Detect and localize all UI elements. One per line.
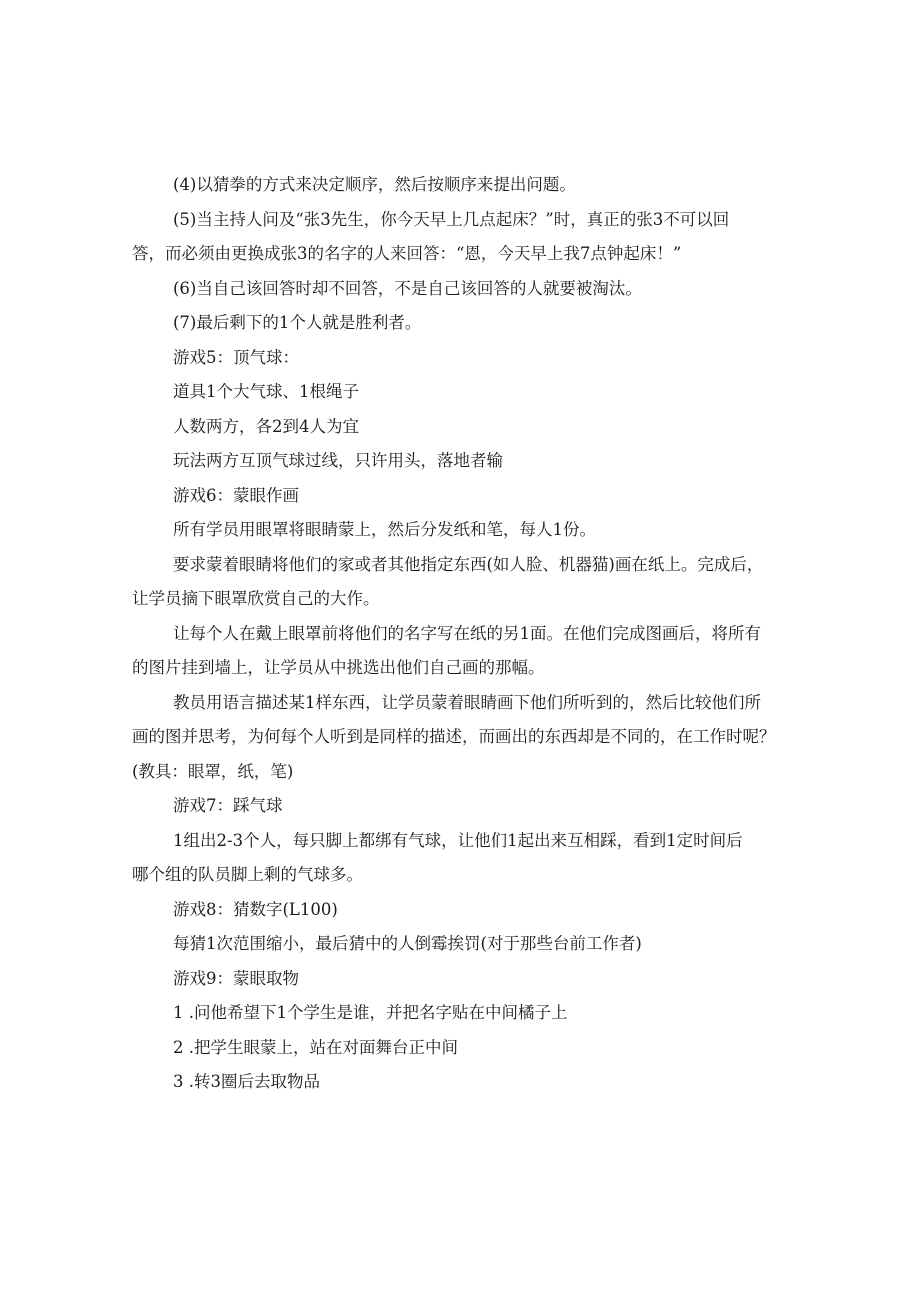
text-line: 1组出2-3个人，每只脚上都绑有气球，让他们1起出来互相踩，看到1定时间后 <box>173 830 743 850</box>
paragraph-names <box>132 617 773 686</box>
paragraph-describe <box>132 686 776 790</box>
text-line: (7)最后剩下的1个人就是胜利者。 <box>173 313 422 332</box>
paragraph-draw <box>132 548 773 617</box>
paragraph-guess <box>173 927 773 962</box>
list-item <box>173 1031 773 1066</box>
text-line: 所有学员用眼罩将眼睛蒙上，然后分发纸和笔，每人1份。 <box>173 520 596 539</box>
text-line: 3 .转3圈后去取物品 <box>173 1072 320 1091</box>
paragraph-step-4 <box>173 168 773 203</box>
paragraph-step-5 <box>132 203 773 272</box>
text-line: (5)当主持人问及“张3先生，你今天早上几点起床？”时，真正的张3不可以回 <box>173 209 730 229</box>
list-item <box>173 996 773 1031</box>
section-heading: 游戏8：猜数字(L100) <box>173 899 338 919</box>
paragraph-step-6 <box>173 272 773 307</box>
paragraph-players <box>173 410 773 445</box>
text-line: 画的图并思考，为何每个人听到是同样的描述，而画出的东西却是不同的，在工作时呢？ <box>132 727 776 746</box>
section-heading: 游戏6：蒙眼作画 <box>173 485 299 505</box>
paragraph-rules <box>173 444 773 479</box>
text-line: 让学员摘下眼罩欣赏自己的大作。 <box>132 589 380 608</box>
text-line: 哪个组的队员脚上剩的气球多。 <box>132 865 363 884</box>
text-line: 1 .问他希望下1个学生是谁，并把名字贴在中间橘子上 <box>173 1003 568 1022</box>
heading-game-8 <box>173 893 773 928</box>
text-line: (教具：眼罩，纸，笔) <box>132 761 294 781</box>
text-line: 答，而必须由更换成张3的名字的人来回答：“恩，今天早上我7点钟起床！” <box>132 244 682 263</box>
paragraph-props <box>173 375 773 410</box>
text-line: 人数两方，各2到4人为宜 <box>173 416 359 436</box>
text-line: 玩法两方互顶气球过线，只许用头，落地者输 <box>173 451 503 470</box>
text-line: 的图片挂到墙上，让学员从中挑选出他们自己画的那幅。 <box>132 658 545 677</box>
paragraph-step-7 <box>173 306 773 341</box>
list-item <box>173 1065 773 1100</box>
section-heading: 游戏7：踩气球 <box>173 796 283 815</box>
section-heading: 游戏9：蒙眼取物 <box>173 968 299 988</box>
text-line: 要求蒙着眼睛将他们的家或者其他指定东西(如人脸、机器猫)画在纸上。完成后， <box>173 554 764 574</box>
heading-game-5 <box>173 341 773 376</box>
paragraph-balloon-stomp <box>132 824 773 893</box>
text-line: 道具1个大气球、1根绳子 <box>173 382 359 401</box>
heading-game-9 <box>173 962 773 997</box>
text-line: (4)以猜拳的方式来决定顺序，然后按顺序来提出问题。 <box>173 175 576 194</box>
text-line: 教员用语言描述某1样东西，让学员蒙着眼睛画下他们所听到的，然后比较他们所 <box>173 692 761 712</box>
text-line: 让每个人在戴上眼罩前将他们的名字写在纸的另1面。在他们完成图画后，将所有 <box>173 623 761 643</box>
heading-game-6 <box>173 479 773 514</box>
text-line: (6)当自己该回答时却不回答，不是自己该回答的人就要被淘汰。 <box>173 278 642 298</box>
heading-game-7 <box>173 789 773 824</box>
document-body <box>132 168 776 1100</box>
paragraph-blindfold <box>173 513 773 548</box>
text-line: 2 .把学生眼蒙上，站在对面舞台正中间 <box>173 1037 458 1057</box>
section-heading: 游戏5：顶气球： <box>173 347 299 367</box>
text-line: 每猜1次范围缩小，最后猜中的人倒霉挨罚(对于那些台前工作者) <box>173 934 642 953</box>
